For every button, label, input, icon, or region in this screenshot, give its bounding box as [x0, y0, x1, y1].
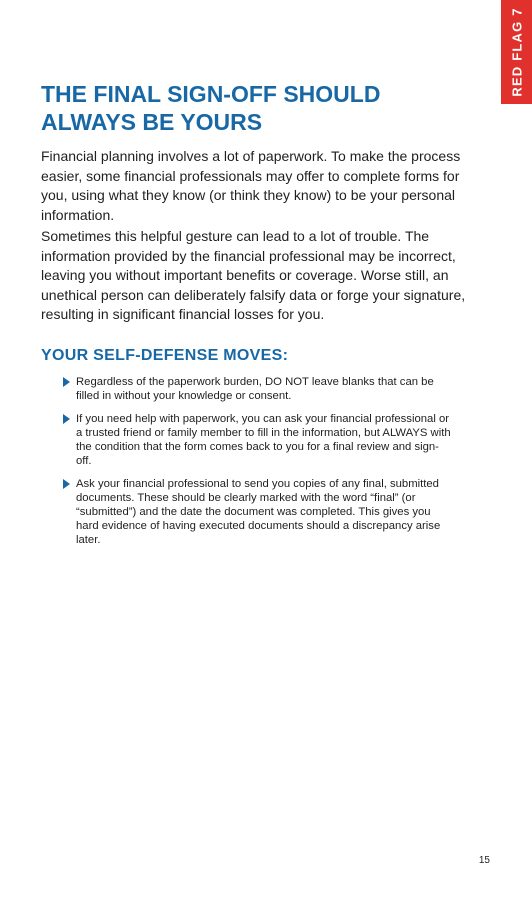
list-item	[63, 375, 453, 403]
red-flag-label: RED FLAG 7	[509, 7, 524, 97]
red-flag-tab	[501, 0, 532, 104]
list-item	[63, 477, 453, 547]
list-item-text: If you need help with paperwork, you can ask your financial professional or a trusted friend or family member to fill in the information, but ALWAYS with the condition that the form comes back to you for a final review and sign-off.	[76, 413, 451, 467]
intro-paragraph: Financial planning involves a lot of paperwork. To make the process easier, some financial professionals may offer to complete forms for you, using what they know (or think they know) to be your personal information.	[41, 148, 461, 223]
list-item	[63, 412, 453, 468]
page-number: 15	[478, 855, 490, 866]
triangle-right-icon	[63, 479, 70, 489]
warning-paragraph: Sometimes this helpful gesture can lead to a lot of trouble. The information provided by the financial professional may be incorrect, leaving you without important benefits or coverage. Worse still, an unethical person can deliberately falsify data or forge your signature, resulting in significant financial losses for you.	[41, 228, 466, 322]
list-item-text: Regardless of the paperwork burden, DO NOT leave blanks that can be filled in without your knowledge or consent.	[76, 376, 434, 402]
triangle-right-icon	[63, 414, 70, 424]
self-defense-list	[63, 375, 453, 547]
section-subheading: YOUR SELF-DEFENSE MOVES:	[41, 347, 289, 364]
list-item-text: Ask your financial professional to send you copies of any final, submitted documents. These should be clearly marked with the word “final” (or “submitted”) and the date the document was completed. This gives you hard evidence of having executed documents should a discrepancy arise later.	[76, 478, 441, 546]
page-title: THE FINAL SIGN-OFF SHOULD ALWAYS BE YOURS	[41, 81, 381, 135]
triangle-right-icon	[63, 377, 70, 387]
